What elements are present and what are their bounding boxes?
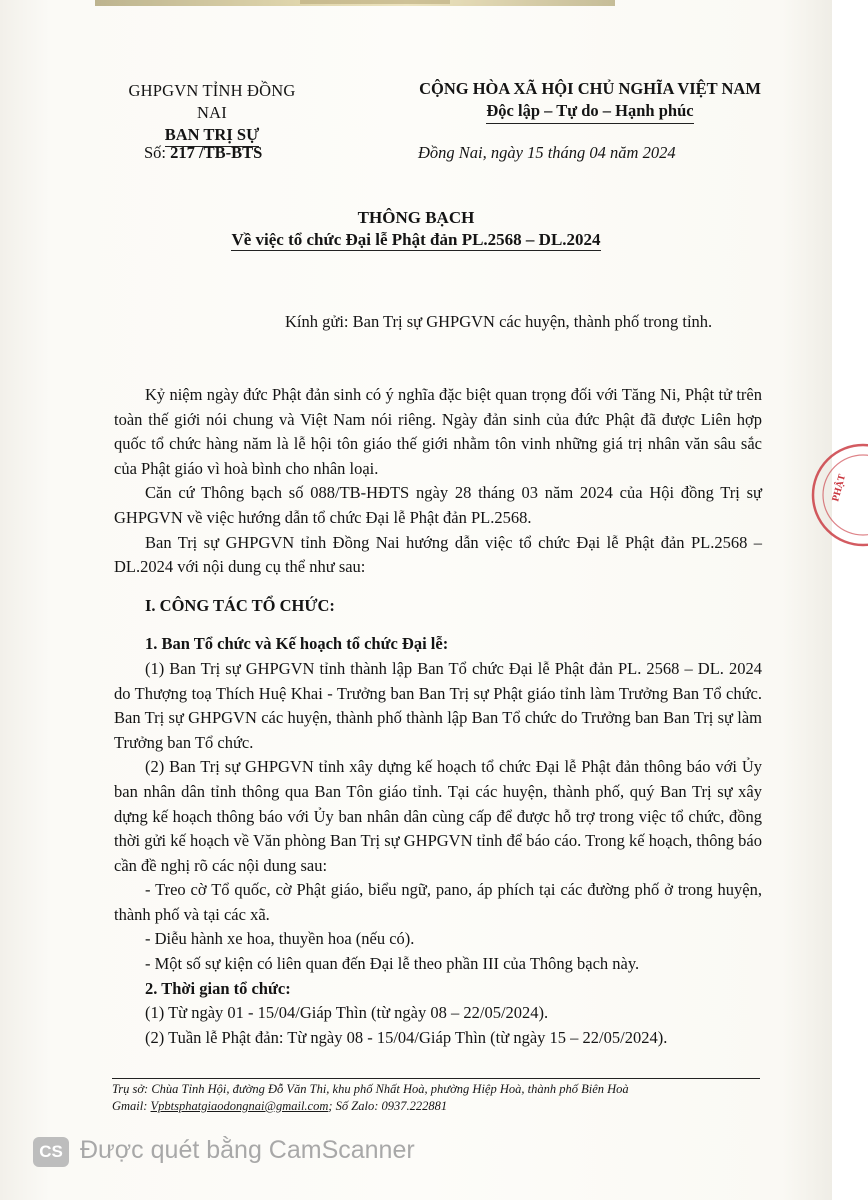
footer-address: Trụ sở: Chùa Tỉnh Hội, đường Đỗ Văn Thi, khu phố Nhất Hoà, phường Hiệp Hoà, thành phố Biên Hoà <box>112 1082 629 1096</box>
document-body <box>114 383 762 1050</box>
subsection-heading: 2. Thời gian tổ chức: <box>145 978 291 998</box>
stamp-inner-ring <box>823 455 868 535</box>
footer <box>112 1081 772 1115</box>
paragraph: (2) Ban Trị sự GHPGVN tỉnh xây dựng kế hoạch tổ chức Đại lễ Phật đản thông báo với Ủy ban nhân dân tỉnh thông qua Ban Tôn giáo tỉnh. Tại các huyện, thành phố, quý Ban Trị sự xây dựng kế hoạch thông báo với Ủy ban nhân dân cùng cấp để được hỗ trợ trong việc tổ chức, đồng thời gửi kế hoạch về Văn phòng Ban Trị sự GHPGVN tỉnh để báo cáo. Trong kế hoạch, thông báo cần đề nghị rõ các nội dung sau: <box>114 757 762 875</box>
list-item: (2) Tuần lễ Phật đản: Từ ngày 08 - 15/04/Giáp Thìn (từ ngày 15 – 22/05/2024). <box>145 1027 668 1047</box>
camscanner-logo: CS <box>33 1137 69 1167</box>
national-title: CỘNG HÒA XÃ HỘI CHỦ NGHĨA VIỆT NAM <box>419 79 761 98</box>
subsection-heading: 1. Ban Tổ chức và Kế hoạch tổ chức Đại lễ: <box>145 634 449 654</box>
national-header <box>395 78 785 124</box>
paragraph: Ban Trị sự GHPGVN tỉnh Đồng Nai hướng dẫn việc tổ chức Đại lễ Phật đản PL.2568 – DL.2024 với nội dung cụ thể như sau: <box>114 532 762 577</box>
footer-email-link[interactable]: Vpbtsphatgiaodongnai@gmail.com <box>150 1099 329 1113</box>
bullet-item: - Một số sự kiện có liên quan đến Đại lễ theo phần III của Thông bạch này. <box>145 954 640 974</box>
list-item: (1) Từ ngày 01 - 15/04/Giáp Thìn (từ ngày 08 – 22/05/2024). <box>145 1003 549 1023</box>
footer-zalo: ; Số Zalo: 0937.222881 <box>328 1099 448 1113</box>
paragraph: (1) Ban Trị sự GHPGVN tỉnh thành lập Ban Tổ chức Đại lễ Phật đản PL. 2568 – DL. 2024 do Thượng toạ Thích Huệ Khai - Trưởng ban Ban Trị sự Phật giáo tỉnh làm Trưởng Ban Tổ chức. Ban Trị sự GHPGVN các huyện, thành phố thành lập Ban Tổ chức do Trưởng ban Ban Trị sự làm Trưởng ban Tổ chức. <box>114 658 762 752</box>
document-title: THÔNG BẠCH <box>357 208 475 227</box>
footer-divider <box>112 1078 760 1079</box>
document-number-label: Số: <box>144 143 167 162</box>
document-number <box>144 143 262 163</box>
paragraph: Căn cứ Thông bạch số 088/TB-HĐTS ngày 28 tháng 03 năm 2024 của Hội đồng Trị sự GHPGVN về việc hướng dẫn tổ chức Đại lễ Phật đản PL.2568. <box>114 483 762 527</box>
organization-name: GHPGVN TỈNH ĐỒNG NAI <box>128 81 296 122</box>
national-motto: Độc lập – Tự do – Hạnh phúc <box>486 100 693 124</box>
page-top-edge <box>300 0 450 4</box>
paragraph: Kỷ niệm ngày đức Phật đản sinh có ý nghĩa đặc biệt quan trọng đối với Tăng Ni, Phật tử trên toàn thế giới nói chung và Việt Nam nói riêng. Ngày đản sinh của đức Phật đã được Liên hợp quốc tổ chức hàng năm là lễ hội tôn giáo thế giới nhằm tôn vinh những giá trị nhân văn sâu sắc của Phật giáo vì hoà bình cho nhân loại. <box>114 385 762 478</box>
recipient-line: Kính gửi: Ban Trị sự GHPGVN các huyện, thành phố trong tỉnh. <box>285 312 713 331</box>
organization-header <box>112 80 312 147</box>
section-heading: I. CÔNG TÁC TỔ CHỨC: <box>145 595 335 615</box>
document-number-value: 217 /TB-BTS <box>170 143 263 162</box>
organization-unit: BAN TRỊ SỰ <box>165 124 259 147</box>
camscanner-watermark-text: Được quét bằng CamScanner <box>80 1136 415 1164</box>
bullet-item: - Diễu hành xe hoa, thuyền hoa (nếu có). <box>145 929 415 949</box>
footer-gmail-label: Gmail: <box>112 1099 148 1113</box>
red-seal-stamp <box>808 440 868 550</box>
document-date: Đồng Nai, ngày 15 tháng 04 năm 2024 <box>418 143 676 162</box>
document-subtitle: Về việc tổ chức Đại lễ Phật đản PL.2568 – DL.2024 <box>231 230 601 249</box>
bullet-item: - Treo cờ Tổ quốc, cờ Phật giáo, biểu ngữ, pano, áp phích tại các đường phố ở trong huyện, thành phố và tại các xã. <box>114 880 762 924</box>
stamp-text: PHẬT <box>830 473 849 503</box>
